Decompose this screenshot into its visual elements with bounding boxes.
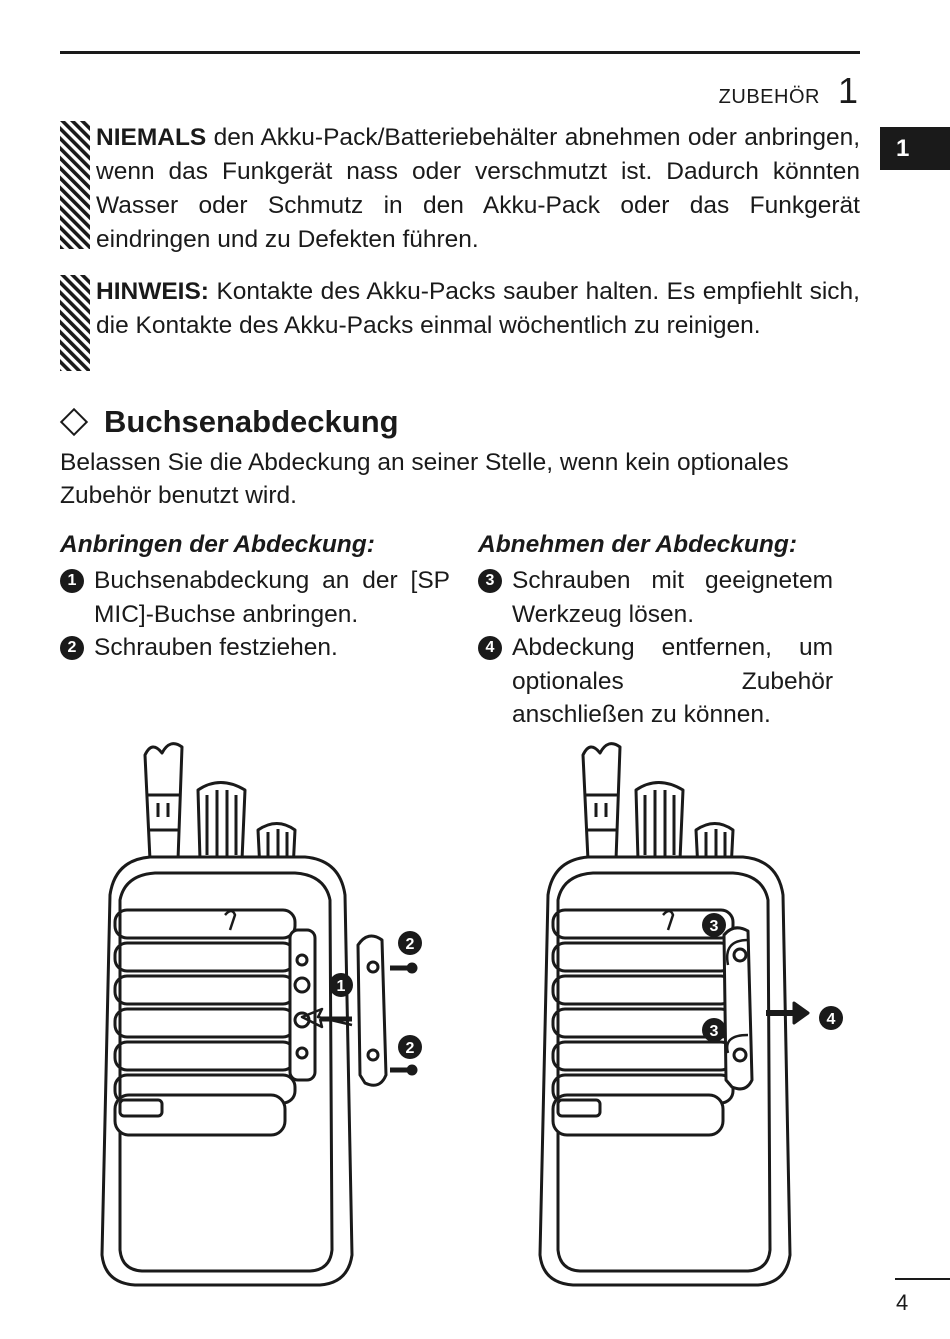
list-item bbox=[60, 564, 450, 631]
radio-remove-cover-illustration bbox=[528, 735, 858, 1295]
section-heading-text: Buchsenabdeckung bbox=[104, 404, 399, 439]
list-item bbox=[478, 564, 833, 631]
callout-label: 4 bbox=[826, 1011, 836, 1028]
top-rule bbox=[60, 51, 860, 54]
section-heading bbox=[60, 404, 399, 440]
callout-label: 2 bbox=[405, 936, 415, 953]
attach-heading: Anbringen der Abdeckung: bbox=[60, 531, 375, 558]
warning-note bbox=[60, 121, 860, 257]
step-number-badge: 2 bbox=[60, 636, 84, 660]
diamond-icon bbox=[60, 408, 88, 436]
section-intro: Belassen Sie die Abdeckung an seiner Stelle, wenn kein optionales Zubehör benutzt wird. bbox=[60, 449, 789, 509]
step-text: Schrauben mit geeignetem Werkzeug lösen. bbox=[512, 567, 833, 628]
hint-note bbox=[60, 275, 860, 343]
chapter-number: 1 bbox=[837, 70, 858, 111]
remove-instructions bbox=[478, 528, 833, 732]
page-number: 4 bbox=[896, 1290, 909, 1315]
callout-label: 1 bbox=[336, 978, 346, 995]
warning-text bbox=[96, 121, 860, 257]
hint-hatch-icon bbox=[60, 275, 90, 371]
running-header bbox=[719, 70, 858, 112]
callout-label: 2 bbox=[405, 1040, 415, 1057]
warning-bold-label: NIEMALS bbox=[96, 124, 207, 151]
step-number-badge: 1 bbox=[60, 569, 84, 593]
chapter-tab: 1 bbox=[880, 127, 950, 170]
callout-label: 3 bbox=[709, 1023, 719, 1040]
step-text: Abdeckung entfernen, um optionales Zubehör anschließen zu können. bbox=[512, 634, 833, 728]
hint-text bbox=[96, 275, 860, 343]
step-number-badge: 3 bbox=[478, 569, 502, 593]
hint-body: Kontakte des Akku-Packs sauber halten. Es empfiehlt sich, die Kontakte des Akku-Packs einmal wöchentlich zu reinigen. bbox=[96, 278, 860, 339]
warning-hatch-icon bbox=[60, 121, 90, 249]
list-item bbox=[60, 631, 450, 665]
hint-bold-label: HINWEIS: bbox=[96, 278, 209, 305]
remove-heading: Abnehmen der Abdeckung: bbox=[478, 531, 797, 558]
list-item bbox=[478, 631, 833, 732]
callout-label: 3 bbox=[709, 918, 719, 935]
step-text: Schrauben festziehen. bbox=[94, 634, 338, 661]
attach-instructions bbox=[60, 528, 450, 665]
section-header-title: ZUBEHÖR bbox=[718, 86, 820, 108]
footer-rule bbox=[895, 1278, 950, 1280]
radio-attach-cover-illustration bbox=[90, 735, 430, 1295]
warning-body: den Akku-Pack/Batteriebehälter abnehmen oder anbringen, wenn das Funkgerät nass oder verschmutzt ist. Dadurch könnten Wasser oder Schmutz in den Akku-Pack oder das Funkgerät eindringen und zu Defekten führen. bbox=[96, 124, 860, 253]
step-text: Buchsenabdeckung an der [SP MIC]-Buchse anbringen. bbox=[94, 567, 450, 628]
step-number-badge: 4 bbox=[478, 636, 502, 660]
